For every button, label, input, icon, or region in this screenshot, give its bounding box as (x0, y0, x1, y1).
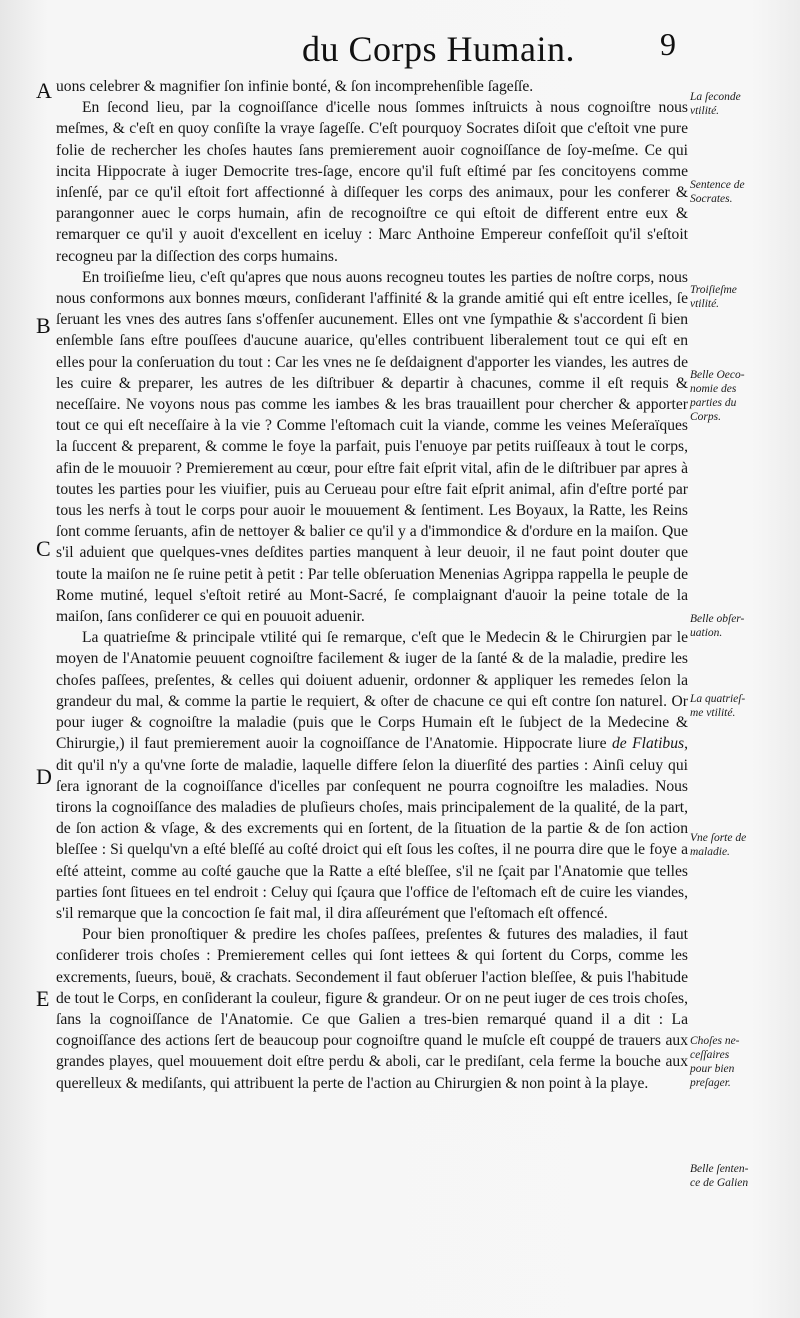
margin-note-line: Belle ſenten- (690, 1163, 749, 1175)
paragraph-4-part-1: La quatrieſme & principale vtilité qui ſe remarque, c'eſt que le Medecin & le Chirurgien par le moyen de l'Anatomie peuuent cognoiſtre facilement & iuger de la ſanté & de la maladie, predire les choſes paſſees, preſentes, & celles qui doiuent aduenir, ordonner & appliquer les remedes ſelon la grandeur du mal, & comme la partie le requiert, & oſter de chacune ce qui eſt contre ſon naturel. Or pour iuger & cognoiſtre la maladie (puis que le Corps Humain eſt le ſubject de la Medecine & Chirurgie,) il faut premierement auoir la cognoiſſance de l'Anatomie. Hippocrate liure (56, 629, 688, 753)
section-marker-e: E (36, 986, 50, 1011)
paragraph-1: uons celebrer & magnifier ſon infinie bonté, & ſon incomprehenſible ſageſſe. (56, 78, 534, 95)
margin-note-line: Sentence de (690, 179, 745, 191)
margin-note-line: maladie. (690, 846, 730, 858)
margin-note-line: preſager. (690, 1077, 731, 1089)
margin-note-line: ceſſaires (690, 1049, 730, 1061)
margin-note-belle-sentence-galien (690, 1162, 798, 1190)
margin-note-troisieme-utilite (690, 283, 798, 311)
margin-note-line: Choſes ne- (690, 1035, 740, 1047)
margin-note-line: me vtilité. (690, 707, 736, 719)
paragraph-4-citation: de Flatibus (611, 735, 685, 753)
running-head (0, 14, 800, 74)
section-marker-d: D (36, 764, 52, 789)
section-marker-c: C (36, 536, 51, 561)
margin-note-line: La quatrieſ- (690, 693, 746, 705)
section-marker-b: B (36, 313, 51, 338)
margin-note-line: Socrates. (690, 193, 733, 205)
margin-note-belle-observation (690, 612, 798, 640)
running-title: du Corps Humain. (302, 29, 575, 69)
margin-note-line: La ſeconde (690, 91, 741, 103)
margin-note-line: vtilité. (690, 105, 720, 117)
page-number: 9 (660, 26, 676, 62)
margin-note-sentence-socrates (690, 178, 798, 206)
margin-note-quatrieme-utilite (690, 692, 798, 720)
margin-note-line: Corps. (690, 411, 721, 423)
margin-note-une-sorte-de-maladie (690, 831, 798, 859)
paragraph-4 (56, 627, 688, 924)
margin-note-line: parties du (690, 397, 737, 409)
margin-note-line: Belle obſer- (690, 613, 745, 625)
margin-note-line: nomie des (690, 383, 737, 395)
margin-note-line: Vne ſorte de (690, 832, 747, 844)
section-marker-a: A (36, 78, 52, 103)
margin-note-line: pour bien (690, 1063, 735, 1075)
margin-note-line: uation. (690, 627, 723, 639)
paragraph-2: En ſecond lieu, par la cognoiſſance d'icelle nous ſommes inſtruicts à nous cognoiſtre nous meſmes, & c'eſt en quoy conſiſte la vraye ſageſſe. C'eſt pourquoy Socrates diſoit que c'eſtoit vne pure folie de rechercher les choſes hautes ſans premierement auoir cognoiſſance de ſoy-meſme. Ce qui incita Hippocrate à iuger Democrite tres-ſage, encore qu'il fuſt eſtimé par ſes concitoyens comme inſenſé, par ce qu'il eſtoit fort affectionné à diſſequer les corps des animaux, pour les conferer & parangonner auec le corps humain, afin de recognoiſtre ce qui eſtoit de different entre eux & remarquer ce qu'il y auoit d'excellent en iceluy : Marc Anthoine Empereur confeſſoit qu'il s'eſtoit recogneu par la diſſection des corps humains. (56, 99, 688, 265)
margin-note-line: vtilité. (690, 298, 720, 310)
margin-note-line: ce de Galien (690, 1177, 749, 1189)
paragraph-3: En troiſieſme lieu, c'eſt qu'apres que nous auons recogneu toutes les parties de noſtre corps, nous nous conformons aux bonnes mœurs, conſiderant l'affinité & la grande amitié qui eſt entre icelles, ſe ſeruant les vnes des autres ſans s'offenſer aucunement. Elles ont vne ſympathie & s'accordent ſi bien enſemble ſans eſtre pouſſees d'aucune auarice, qu'elles contribuent liberalement tout ce qui eſt en elles pour la conſeruation du tout : Car les vnes ne ſe deſdaignent d'apporter les viandes, les autres de les cuire & preparer, les autres de les diſtribuer & departir à chacunes, comme il eſt requis & neceſſaire. Ne voyons nous pas comme les iambes & les bras trauaillent pour chercher & apporter tout ce qui eſt neceſſaire à la vie ? Comme l'eſtomach cuit la viande, comme les veines Meſeraïques la ſuccent & preparent, & comme le foye la parfait, puis l'enuoye par petits ruiſſeaux à tout le corps, afin de le mouuoir ? Premierement au cœur, pour eſtre fait eſprit vital, afin de le diſtribuer par apres à toutes les parties pour les viuifier, puis au Cerueau pour eſtre fait eſprit animal, afin d'eſtre porté par tous les nerfs à tout le corps pour auoir le mouuement & ſentiment. Les Boyaux, la Ratte, les Reins ſont comme ſeruants, afin de nettoyer & balier ce qu'il y a d'immondice & d'ordure en la maiſon. Que s'il aduient que quelques-vnes deſdites parties manquent à leur deuoir, il ne faut point douter que toute la maiſon ne ſe ruine petit à petit : Par telle obſeruation Menenias Agrippa rappella le peuple de Rome mutiné, lequel s'eſtoit retiré au Mont-Sacré, ſe complaignant d'auoir la peine totale de la maiſon, ſans conſiderer ce qui en pouuoit aduenir. (56, 268, 688, 626)
margin-note-belle-oeconomie (690, 368, 798, 424)
margin-note-seconde-utilite (690, 90, 798, 118)
margin-note-line: Belle Oeco- (690, 369, 745, 381)
paragraph-5: Pour bien pronoſtiquer & predire les choſes paſſees, preſentes & futures des maladies, il faut conſiderer trois choſes : Premierement celles qui ſont iettees & qui ſortent du Corps, comme les excrements, ſueurs, bouë, & crachats. Secondement il faut obſeruer l'action bleſſee, & puis l'habitude de tout le Corps, en conſiderant la couleur, figure & grandeur. Or on ne peut iuger de ces trois choſes, ſans la cognoiſſance de l'Anatomie. Ce que Galien a tres-bien remarqué quand il a dit : La cognoiſſance des actions ſert de beaucoup pour cognoiſtre quand le muſcle eſt couppé de trauers aux grandes playes, quel mouuement doit eſtre perdu & aboli, car le prediſant, cela ferme la bouche aux querelleux & mediſants, qui attribuent la perte de l'action au Chirurgien & non point à la playe. (56, 926, 688, 1092)
paragraph-4-part-2: , dit qu'il n'y a qu'vne ſorte de maladie, laquelle differe ſelon la diuerſité des parties : Ainſi celuy qui ſera ignorant de la cognoiſſance d'icelles par conſequent ne pourra cognoiſtre les maladies. Nous tirons la cognoiſſance des maladies de pluſieurs choſes, mais principalement de la qualité, de la part, de ſon action & vſage, & des excrements qui en ſortent, de la ſituation de la partie & de ſon action bleſſee : Si quelqu'vn a eſté bleſſé au coſté droict qui eſt ſous les coſtes, il ne pourra dire que le foye a eſté atteint, comme au coſté gauche que la Ratte a eſté bleſſee, s'il ne ſçait par l'Anatomie que telles parties ſont ſituees en tel endroit : Celuy qui ſçaura que l'office de l'eſtomach eſt de cuire les viandes, s'il remarque que la concoction ſe fait mal, il dira aſſeurément que l'eſtomach eſt offencé. (56, 735, 688, 922)
margin-note-choses-necessaires (690, 1034, 798, 1090)
body-text (56, 76, 688, 1094)
margin-note-line: Troiſieſme (690, 284, 737, 296)
